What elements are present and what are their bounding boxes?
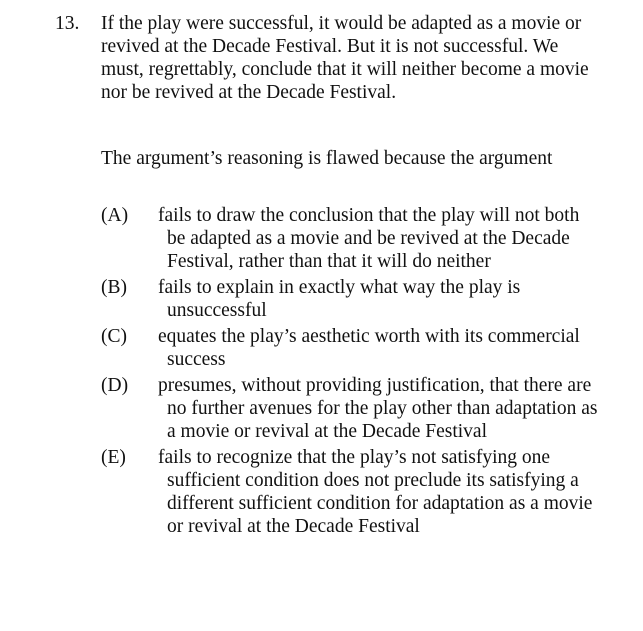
choice-label-d: (D) [101,375,129,396]
choice-text-a: fails to draw the conclusion that the play will not both be adapted as a movie and be revived at the Decade Festival, rather than that it will do neither [158,205,580,272]
choice-text-d: presumes, without providing justification, that there are no further avenues for the play other than adaptation as a movie or revival at the Decade Festival [158,375,598,442]
answer-choice-d[interactable] [101,374,601,443]
answer-choice-a[interactable] [101,204,601,273]
choice-label-b: (B) [101,277,127,298]
question-stem: If the play were successful, it would be adapted as a movie or revived at the Decade Festival. But it is not successful. We must, regrettably, conclude that it will neither become a movie nor be revived at the Decade Festival. [101,13,589,103]
question-number: 13. [55,13,80,34]
answer-choice-b[interactable] [101,276,601,322]
answer-choice-e[interactable] [101,446,601,538]
choice-label-c: (C) [101,326,127,347]
answer-choice-c[interactable] [101,325,601,371]
question-prompt: The argument’s reasoning is flawed because the argument [101,148,553,169]
answer-choices [101,204,601,541]
choice-text-c: equates the play’s aesthetic worth with its commercial success [158,326,580,370]
choice-text-e: fails to recognize that the play’s not satisfying one sufficient condition does not preclude its satisfying a different sufficient condition for adaptation as a movie or revival at the Decade Festival [158,447,593,537]
choice-label-a: (A) [101,205,129,226]
choice-label-e: (E) [101,447,126,468]
choice-text-b: fails to explain in exactly what way the play is unsuccessful [158,277,521,321]
